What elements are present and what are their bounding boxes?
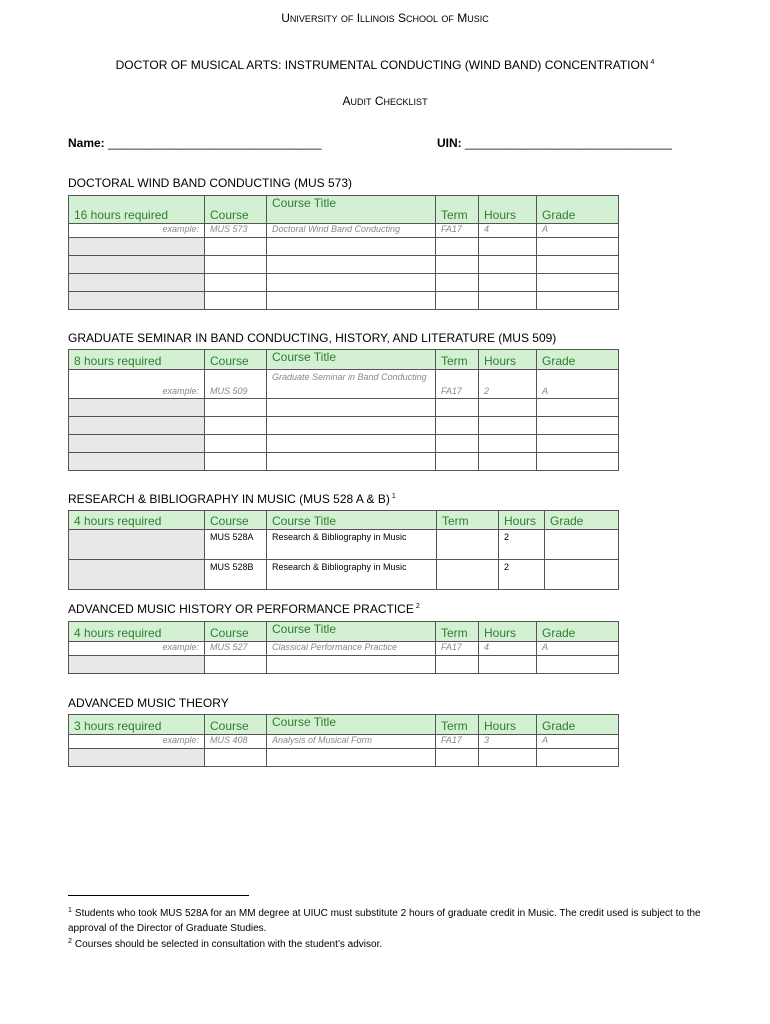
course-cell[interactable] [205,435,267,453]
row-label-cell [69,399,205,417]
hours-cell[interactable] [479,399,537,417]
column-term: Term [436,715,479,735]
hours-cell: 2 [499,560,545,590]
university-header [0,11,770,25]
table-row[interactable] [69,292,619,310]
column-grade: Grade [537,622,619,642]
column-term: Term [437,511,499,530]
section-title-advanced-theory: ADVANCED MUSIC THEORY [68,696,229,710]
example-grade: A [537,370,619,399]
section-title-graduate-seminar: GRADUATE SEMINAR IN BAND CONDUCTING, HISTORY, AND LITERATURE (MUS 509) [68,331,557,345]
term-cell[interactable] [436,238,479,256]
hours-required-label: 3 hours required [69,715,205,735]
row-label-cell [69,453,205,471]
hours-cell: 2 [499,530,545,560]
hours-cell[interactable] [479,749,537,767]
title-cell[interactable] [267,417,436,435]
column-course-title: Course Title [267,350,436,370]
uin-blank[interactable]: _______________________________ [465,136,672,150]
row-label-cell [69,656,205,674]
example-label: example: [69,224,205,238]
grade-cell[interactable] [537,274,619,292]
table-row[interactable] [69,749,619,767]
column-course: Course [205,350,267,370]
course-cell[interactable] [205,238,267,256]
term-cell[interactable] [436,656,479,674]
grade-cell[interactable] [537,435,619,453]
graduate-seminar-table [68,349,619,471]
table-row[interactable] [69,656,619,674]
table-header-row [69,350,619,370]
column-grade: Grade [545,511,619,530]
example-term: FA17 [436,224,479,238]
column-hours: Hours [479,350,537,370]
uin-field[interactable] [437,136,672,150]
table-header-row [69,622,619,642]
checklist-title [0,94,770,108]
section-title-research-bibliography: RESEARCH & BIBLIOGRAPHY IN MUSIC (MUS 528 A & B) $^1$ [68,492,396,506]
hours-required-label: 8 hours required [69,350,205,370]
example-row [69,642,619,656]
column-term: Term [436,196,479,224]
term-cell[interactable] [436,399,479,417]
footnote-1 [68,903,733,936]
row-label-cell [69,292,205,310]
example-row [69,735,619,749]
column-course-title: Course Title [267,196,436,224]
column-course: Course [205,196,267,224]
table-row[interactable] [69,274,619,292]
course-cell[interactable] [205,292,267,310]
title-cell[interactable] [267,453,436,471]
term-cell[interactable] [436,274,479,292]
wind-band-conducting-table [68,195,619,310]
row-label-cell [69,560,205,590]
uin-label: UIN: [437,136,462,150]
hours-required-label: 16 hours required [69,196,205,224]
column-grade: Grade [537,715,619,735]
grade-cell[interactable] [537,399,619,417]
course-cell[interactable] [205,749,267,767]
advanced-theory-table [68,714,619,767]
grade-cell[interactable] [545,560,619,590]
row-label-cell [69,417,205,435]
column-hours: Hours [499,511,545,530]
hours-cell[interactable] [479,274,537,292]
table-header-row [69,715,619,735]
example-hours: 4 [479,224,537,238]
advanced-history-table [68,621,619,674]
table-row[interactable] [69,560,619,590]
course-cell[interactable] [205,399,267,417]
example-grade: A [537,735,619,749]
column-hours: Hours [479,715,537,735]
term-cell[interactable] [436,453,479,471]
title-cell[interactable] [267,238,436,256]
example-term: FA17 [436,370,479,399]
column-course-title: Course Title [267,511,437,530]
section-footnote-mark: 1 [391,493,396,500]
example-label: example: [69,642,205,656]
example-row [69,370,619,399]
column-course: Course [205,715,267,735]
section-title-advanced-history: ADVANCED MUSIC HISTORY OR PERFORMANCE PRACTICE $^2$ [68,602,420,616]
title-cell: Research & Bibliography in Music [267,560,437,590]
hours-required-label: 4 hours required [69,511,205,530]
title-cell[interactable] [267,399,436,417]
term-cell[interactable] [436,435,479,453]
title-cell[interactable] [267,256,436,274]
example-row [69,224,619,238]
table-header-row [69,196,619,224]
grade-cell[interactable] [537,292,619,310]
name-label: Name: [68,136,105,150]
title-cell[interactable] [267,749,436,767]
course-cell[interactable] [205,453,267,471]
title-cell[interactable] [267,292,436,310]
example-title: Doctoral Wind Band Conducting [267,224,436,238]
example-hours: 4 [479,642,537,656]
row-label-cell [69,749,205,767]
degree-footnote-mark: 4 [650,59,655,66]
hours-cell[interactable] [479,238,537,256]
row-label-cell [69,274,205,292]
row-label-cell [69,530,205,560]
table-row[interactable] [69,417,619,435]
hours-cell[interactable] [479,453,537,471]
term-cell[interactable] [436,292,479,310]
hours-cell[interactable] [479,292,537,310]
term-cell[interactable] [436,256,479,274]
title-cell[interactable] [267,656,436,674]
column-course-title: Course Title [267,622,436,642]
grade-cell[interactable] [537,417,619,435]
example-title: Graduate Seminar in Band Conducting [267,370,436,399]
term-cell[interactable] [437,530,499,560]
course-cell[interactable] [205,417,267,435]
footnote-mark: 2 [68,938,72,945]
name-blank[interactable]: ________________________________ [108,136,322,150]
hours-cell[interactable] [479,656,537,674]
grade-cell[interactable] [537,656,619,674]
column-course-title: Course Title [267,715,436,735]
column-hours: Hours [479,196,537,224]
degree-title-text: DOCTOR OF MUSICAL ARTS: INSTRUMENTAL CONDUCTING (WIND BAND) CONCENTRATION [115,58,649,72]
term-cell[interactable] [436,417,479,435]
research-bibliography-table [68,510,619,590]
grade-cell[interactable] [537,256,619,274]
example-hours: 2 [479,370,537,399]
table-header-row [69,511,619,530]
section-footnote-mark: 2 [415,603,420,610]
course-cell: MUS 528B [205,560,267,590]
footnote-text: Students who took MUS 528A for an MM degree at UIUC must substitute 2 hours of graduate credit in Music. The credit used is subject to the approval of the Director of Graduate Studies. [68,908,701,934]
hours-required-label: 4 hours required [69,622,205,642]
grade-cell[interactable] [545,530,619,560]
name-field[interactable] [68,136,322,150]
hours-cell[interactable] [479,435,537,453]
title-cell[interactable] [267,435,436,453]
course-cell: MUS 528A [205,530,267,560]
footnote-2 [68,934,733,952]
checklist-title-text: AUDIT CHECKLIST [342,94,428,108]
title-cell[interactable] [267,274,436,292]
title-cell: Research & Bibliography in Music [267,530,437,560]
table-row[interactable] [69,256,619,274]
column-term: Term [436,350,479,370]
example-course: MUS 527 [205,642,267,656]
example-title: Analysis of Musical Form [267,735,436,749]
row-label-cell [69,435,205,453]
row-label-cell [69,256,205,274]
grade-cell[interactable] [537,749,619,767]
hours-cell[interactable] [479,256,537,274]
table-row[interactable] [69,530,619,560]
section-title-wind-band-conducting: DOCTORAL WIND BAND CONDUCTING (MUS 573) [68,176,353,190]
table-row[interactable] [69,399,619,417]
example-course: MUS 509 [205,370,267,399]
example-hours: 3 [479,735,537,749]
column-term: Term [436,622,479,642]
column-course: Course [205,622,267,642]
course-cell[interactable] [205,656,267,674]
column-grade: Grade [537,196,619,224]
column-grade: Grade [537,350,619,370]
footnote-separator [68,895,249,896]
term-cell[interactable] [437,560,499,590]
example-grade: A [537,642,619,656]
footnote-mark: 1 [68,907,72,914]
example-course: MUS 408 [205,735,267,749]
example-term: FA17 [436,642,479,656]
degree-title [0,58,770,72]
table-row[interactable] [69,238,619,256]
course-cell[interactable] [205,256,267,274]
grade-cell[interactable] [537,238,619,256]
table-row[interactable] [69,435,619,453]
example-grade: A [537,224,619,238]
university-name: UNIVERSITY OF ILLINOIS SCHOOL OF MUSIC [281,11,489,25]
example-title: Classical Performance Practice [267,642,436,656]
hours-cell[interactable] [479,417,537,435]
column-hours: Hours [479,622,537,642]
footnote-text: Courses should be selected in consultation with the student’s advisor. [74,939,383,950]
term-cell[interactable] [436,749,479,767]
example-label: example: [69,370,205,399]
grade-cell[interactable] [537,453,619,471]
table-row[interactable] [69,453,619,471]
column-course: Course [205,511,267,530]
course-cell[interactable] [205,274,267,292]
example-term: FA17 [436,735,479,749]
example-label: example: [69,735,205,749]
row-label-cell [69,238,205,256]
example-course: MUS 573 [205,224,267,238]
